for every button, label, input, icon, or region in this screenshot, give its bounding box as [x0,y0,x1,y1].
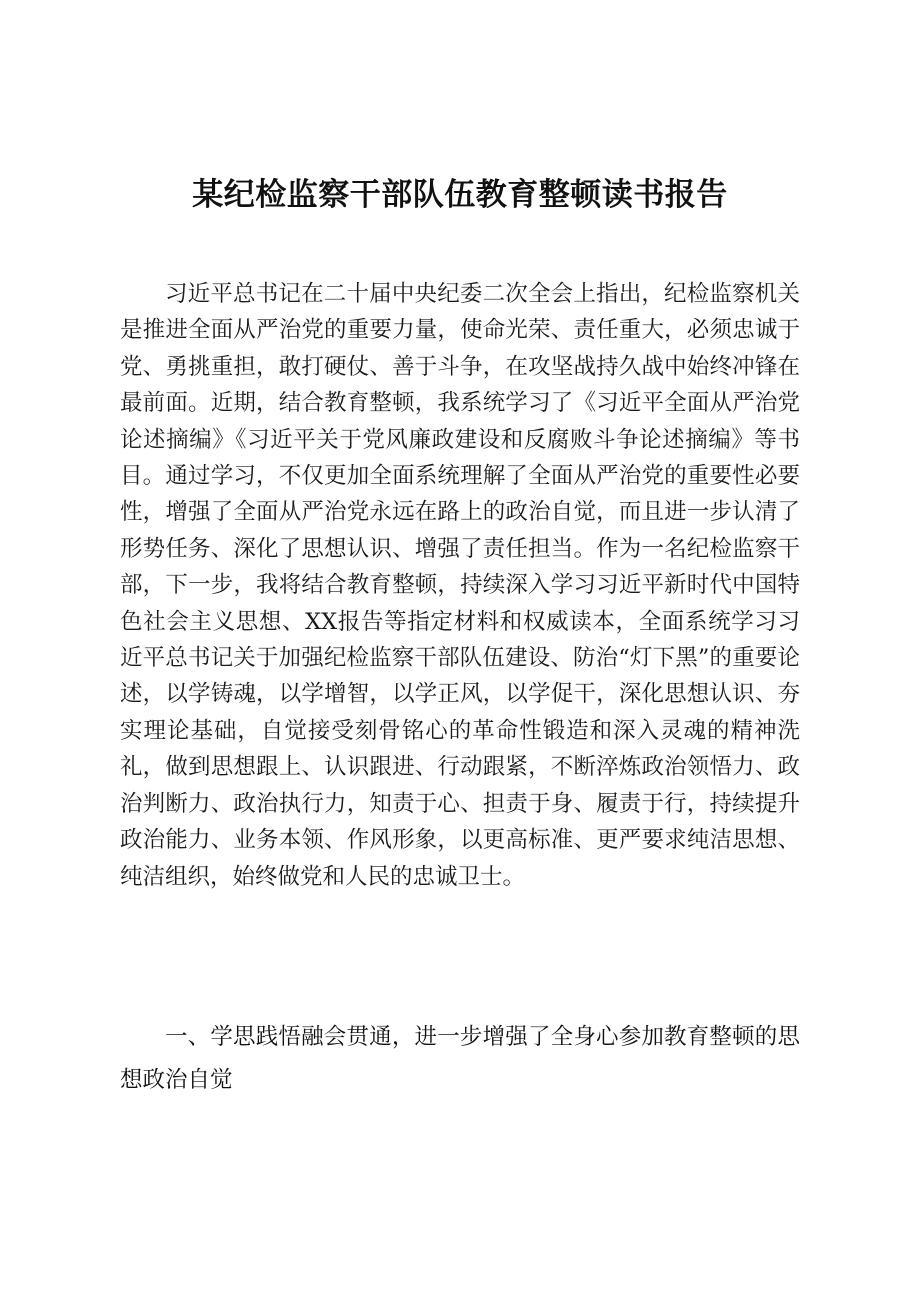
body-paragraph: 习近平总书记在二十届中央纪委二次全会上指出，纪检监察机关是推进全面从严治党的重要力量，使命光荣、责任重大，必须忠诚于党、勇挑重担，敢打硬仗、善于斗争，在攻坚战持久战中始终冲锋在最前面。近期，结合教育整顿，我系统学习了《习近平全面从严治党论述摘编》《习近平关于党风廉政建设和反腐败斗争论述摘编》等书目。通过学习，不仅更加全面系统理解了全面从严治党的重要性必要性，增强了全面从严治党永远在路上的政治自觉，而且进一步认清了形势任务、深化了思想认识、增强了责任担当。作为一名纪检监察干部，下一步，我将结合教育整顿，持续深入学习习近平新时代中国特色社会主义思想、XX报告等指定材料和权威读本，全面系统学习习近平总书记关于加强纪检监察干部队伍建设、防治“灯下黑”的重要论述，以学铸魂，以学增智，以学正风，以学促干，深化思想认识、夯实理论基础，自觉接受刻骨铭心的革命性锻造和深入灵魂的精神洗礼，做到思想跟上、认识跟进、行动跟紧，不断淬炼政治领悟力、政治判断力、政治执行力，知责于心、担责于身、履责于行，持续提升政治能力、业务本领、作风形象，以更高标准、更严要求纯洁思想、纯洁组织，始终做党和人民的忠诚卫士。 [120,281,800,890]
section-heading: 一、学思践悟融会贯通，进一步增强了全身心参加教育整顿的思想政治自觉 [120,1024,800,1093]
document-title: 某纪检监察干部队伍教育整顿读书报告 [192,177,728,213]
